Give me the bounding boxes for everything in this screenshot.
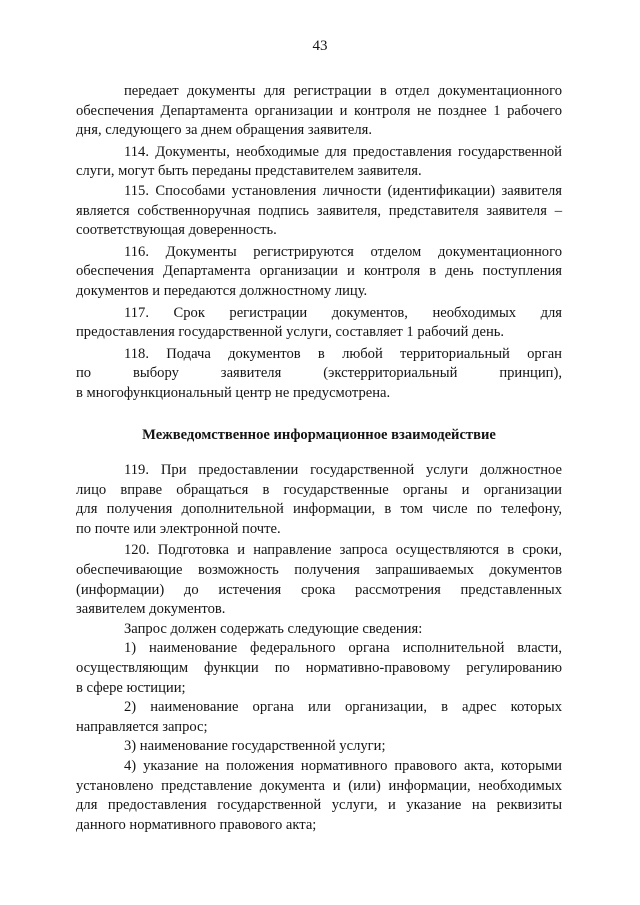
text-line: для получения дополнительной информации, в том числе по телефону,: [76, 501, 562, 518]
text-line: предоставления государственной услуги, составляет 1 рабочий день.: [76, 324, 505, 341]
text-line: 2) наименование органа или организации, в адрес которых: [124, 699, 562, 716]
text-line: 120. Подготовка и направление запроса осуществляются в сроки,: [124, 542, 562, 559]
list-item-3: [76, 737, 562, 757]
text-line: направляется запрос;: [76, 718, 208, 735]
paragraph-119: [76, 461, 562, 539]
list-item-2: [76, 698, 562, 737]
text-line: 114. Документы, необходимые для предоставления государственной: [124, 143, 562, 160]
text-line: документов и передаются должностному лицу.: [76, 282, 368, 299]
text-line: 118. Подача документов в любой территориальный орган: [124, 345, 562, 362]
text-line: Запрос должен содержать следующие сведения:: [124, 620, 423, 637]
list-item-4: [76, 757, 562, 835]
text-line: для предоставления государственной услуги, и указание на реквизиты: [76, 797, 562, 814]
text-line: является собственноручная подпись заявителя, представителя заявителя –: [76, 202, 562, 219]
text-line: 1) наименование федерального органа исполнительной власти,: [124, 640, 562, 657]
text-line: по почте или электронной почте.: [76, 520, 281, 537]
paragraph-115: [76, 182, 562, 241]
text-line: 116. Документы регистрируются отделом документационного: [124, 243, 562, 260]
text-line: в сфере юстиции;: [76, 679, 186, 696]
text-line: 3) наименование государственной услуги;: [124, 738, 386, 755]
paragraph-request: [76, 620, 562, 640]
text-line: (информации) до истечения срока рассмотрения представленных: [76, 581, 562, 598]
text-line: в многофункциональный центр не предусмотрена.: [76, 384, 391, 401]
text-line: обеспечивающие возможность получения запрашиваемых документов: [76, 562, 562, 579]
text-line: 115. Способами установления личности (идентификации) заявителя: [124, 182, 562, 199]
page-number: 43: [312, 38, 328, 54]
paragraph-117: [76, 304, 562, 343]
text-line: слуги, могут быть переданы представителем заявителя.: [76, 163, 422, 180]
text-line: по выбору заявителя (экстерриториальный принцип),: [76, 365, 562, 382]
paragraph-118: [76, 345, 562, 404]
text-line: 119. При предоставлении государственной услуги должностное: [124, 462, 562, 479]
paragraph-continuation: [76, 82, 562, 141]
text-line: лицо вправе обращаться в государственные органы и организации: [76, 481, 562, 498]
text-line: обеспечения Департамента организации и контроля не позднее 1 рабочего: [76, 102, 562, 119]
section-heading: Межведомственное информационное взаимодействие: [142, 426, 496, 443]
list-item-1: [76, 639, 562, 698]
text-line: 4) указание на положения нормативного правового акта, которыми: [124, 758, 562, 774]
document-body: [76, 82, 562, 835]
text-line: осуществляющим функции по нормативно-правовому регулированию: [76, 660, 562, 677]
text-line: передает документы для регистрации в отдел документационного: [124, 83, 562, 99]
text-line: установлено представление документа и (или) информации, необходимых: [76, 777, 562, 794]
text-line: данного нормативного правового акта;: [76, 816, 317, 833]
text-line: заявителем документов.: [76, 601, 226, 618]
paragraph-116: [76, 243, 562, 302]
text-line: 117. Срок регистрации документов, необходимых для: [124, 304, 562, 321]
text-line: обеспечения Департамента организации и контроля в день поступления: [76, 263, 562, 280]
text-line: соответствующая доверенность.: [76, 222, 277, 239]
paragraph-120: [76, 541, 562, 619]
paragraph-114: [76, 143, 562, 182]
text-line: дня, следующего за днем обращения заявителя.: [76, 122, 373, 139]
